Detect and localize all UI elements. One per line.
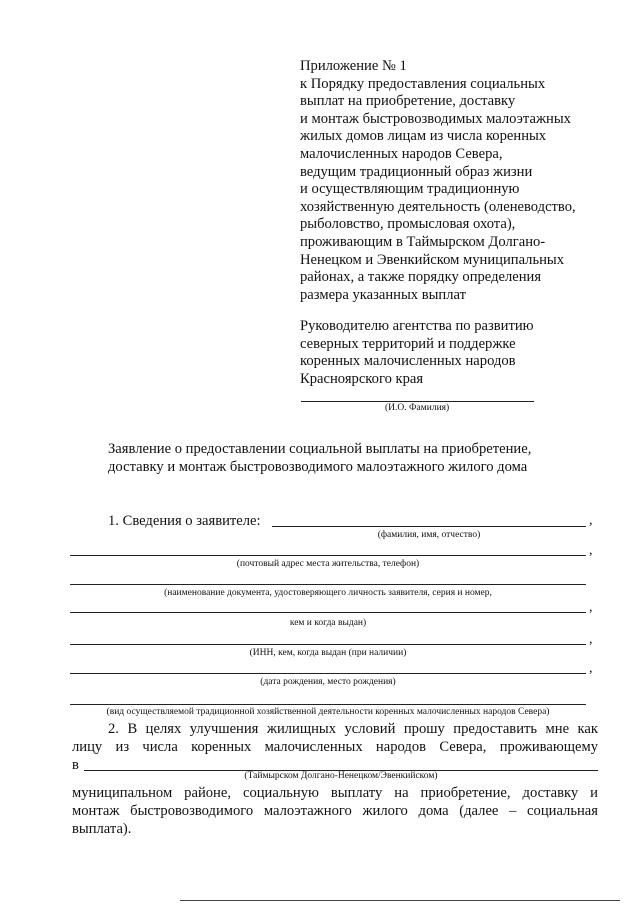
page-bottom-rule — [180, 900, 620, 901]
appendix-line: и осуществляющим традиционную — [300, 181, 520, 198]
district-prefix: в — [72, 757, 79, 773]
address-caption: (почтовый адрес места жительства, телефон) — [236, 559, 420, 569]
addressee-block — [300, 318, 620, 388]
section2-paragraph-end — [72, 784, 598, 838]
activity-caption: (вид осуществляемой традиционной хозяйственной деятельности коренных малочисленных народов Севера) — [106, 707, 550, 717]
section2-paragraph-start — [72, 720, 598, 756]
appendix-line: Ненецком и Эвенкийском муниципальных — [300, 251, 565, 268]
title-line: доставку и монтаж быстровозводимого малоэтажного жилого дома — [108, 459, 528, 475]
appendix-line: рыболовство, промысловая охота), — [300, 216, 516, 233]
district-caption: (Таймырском Долгано-Ненецком/Эвенкийском) — [244, 771, 438, 781]
appendix-line: хозяйственную деятельность (оленеводство, — [300, 198, 576, 215]
addressee-name-field[interactable] — [301, 401, 534, 402]
addressee-line: северных территорий и поддержке — [300, 335, 516, 352]
document-caption: (наименование документа, удостоверяющего личность заявителя, серия и номер, — [164, 588, 492, 598]
address-field[interactable] — [70, 555, 586, 556]
addressee-line: Руководителю агентства по развитию — [300, 318, 534, 334]
section2-line: муниципальном районе, социальную выплату на приобретение, доставку и — [72, 785, 598, 801]
birth-caption: (дата рождения, место рождения) — [260, 677, 396, 687]
appendix-line: размера указанных выплат — [300, 286, 466, 303]
inn-field[interactable] — [70, 644, 586, 645]
field-comma: , — [589, 600, 593, 615]
appendix-line: проживающим в Таймырском Долгано- — [300, 233, 546, 250]
field-comma: , — [589, 513, 593, 528]
birth-field[interactable] — [70, 673, 586, 674]
document-field[interactable] — [70, 584, 586, 585]
appendix-line: жилых домов лицам из числа коренных — [300, 128, 547, 145]
section2-line: лицу из числа коренных малочисленных народов Севера, проживающему — [72, 739, 598, 755]
field-comma: , — [589, 661, 593, 676]
field-comma: , — [589, 543, 593, 558]
fio-field[interactable] — [272, 526, 586, 527]
appendix-line: малочисленных народов Севера, — [300, 145, 503, 162]
title-line: Заявление о предоставлении социальной выплаты на приобретение, — [108, 441, 532, 457]
appendix-line: к Порядку предоставления социальных — [300, 75, 546, 92]
field-comma: , — [589, 632, 593, 647]
addressee-line: коренных малочисленных народов — [300, 353, 516, 370]
appendix-line: и монтаж быстровозводимых малоэтажных — [300, 110, 571, 127]
activity-field[interactable] — [70, 704, 586, 705]
inn-caption: (ИНН, кем, когда выдан (при наличии) — [249, 648, 407, 658]
addressee-line: Красноярского края — [300, 370, 424, 387]
appendix-line: ведущим традиционный образ жизни — [300, 163, 533, 180]
issued-field[interactable] — [70, 612, 586, 613]
appendix-header — [300, 58, 620, 304]
document-title — [108, 440, 588, 476]
appendix-line: Приложение № 1 — [300, 58, 407, 74]
addressee-name-caption: (И.О. Фамилия) — [385, 403, 450, 413]
issued-caption: кем и когда выдан) — [289, 618, 367, 628]
appendix-line: выплат на приобретение, доставку — [300, 93, 516, 110]
fio-caption: (фамилия, имя, отчество) — [377, 530, 481, 540]
section2-line: монтаж быстровозводимого малоэтажного жилого дома (далее – социальная — [72, 803, 598, 819]
section2-line: 2. В целях улучшения жилищных условий прошу предоставить мне как — [108, 721, 598, 737]
appendix-line: районах, а также порядку определения — [300, 269, 542, 286]
section1-heading: 1. Сведения о заявителе: — [108, 513, 261, 529]
section2-line: выплата). — [72, 821, 132, 837]
